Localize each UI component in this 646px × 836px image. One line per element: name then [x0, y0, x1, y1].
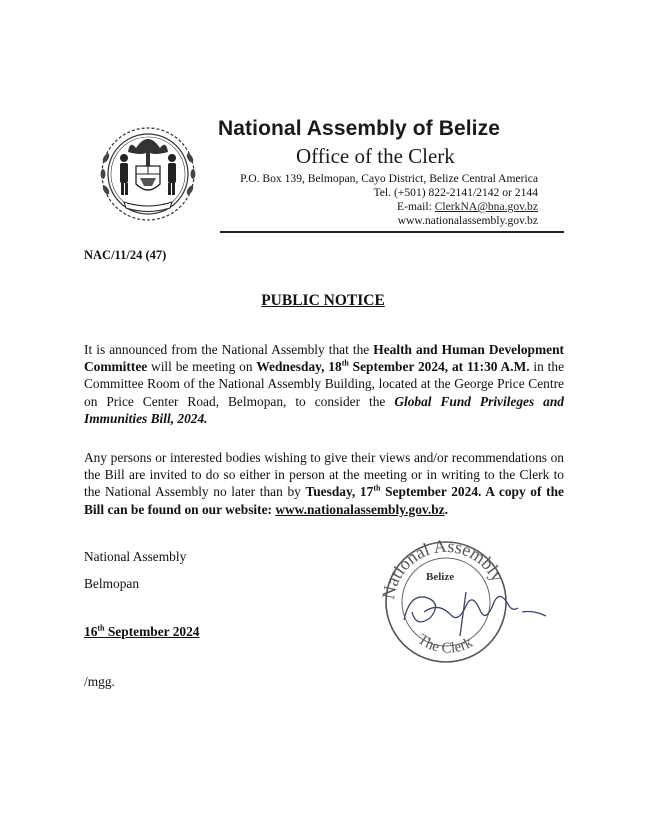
stamp-top-text: National Assembly	[378, 535, 508, 601]
sign-date: 16th September 2024	[84, 623, 200, 639]
email-link[interactable]: ClerkNA@bna.gov.bz	[434, 200, 538, 213]
postal-address: P.O. Box 139, Belmopan, Cayo District, Belize Central America	[240, 172, 538, 185]
email-label: E-mail:	[397, 200, 435, 213]
notice-paragraph-1: It is announced from the National Assembly that the Health and Human Development Committee will be meeting on Wednesday, 18th September 2024, at 11:30 A.M. in the Committee Room of the National Assembly Building, located at the George Price Centre on Price Center Road, Belmopan, to consider the Global Fund Privileges and Immunities Bill, 2024.	[84, 342, 565, 426]
reference-number: NAC/11/24 (47)	[84, 248, 167, 262]
official-stamp-icon	[376, 532, 556, 672]
submission-deadline: Tuesday, 17th September 2024. A copy of the Bill can be found on our website: www.nationalassembly.gov.bz.	[84, 483, 564, 517]
email-line	[397, 200, 538, 215]
bill-name: Global Fund Privileges and Immunities Bill, 2024.	[84, 393, 564, 426]
org-name: National Assembly of Belize	[218, 117, 500, 140]
office-name: Office of the Clerk	[296, 144, 455, 168]
website-link[interactable]: www.nationalassembly.gov.bz	[397, 214, 538, 227]
notice-title: PUBLIC NOTICE	[261, 292, 385, 309]
typist-initials: /mgg.	[84, 674, 115, 689]
stamp-bottom-text: The Clerk	[414, 631, 476, 657]
meeting-date: Wednesday, 18th September 2024, at 11:30 A.M.	[256, 358, 530, 375]
letterhead-divider	[220, 231, 564, 233]
signature-icon	[404, 592, 546, 636]
website-link-body[interactable]: www.nationalassembly.gov.bz	[275, 501, 445, 517]
telephone: Tel. (+501) 822-2141/2142 or 2144	[373, 186, 538, 199]
signatory-line-2: Belmopan	[84, 576, 140, 591]
meeting-time: at 11:30 A.M.	[451, 359, 530, 375]
notice-paragraph-2: Any persons or interested bodies wishing to give their views and/or recommendations on the Bill are invited to do so either in person at the meeting or in writing to the Clerk to the National Assembly no later than by Tuesday, 17th September 2024. A copy of the Bill can be found on our website: www.nationalassembly.gov.bz.	[84, 450, 564, 517]
signatory-line-1: National Assembly	[84, 549, 187, 564]
coat-of-arms-icon	[84, 118, 212, 226]
stamp-middle-text: Belize	[426, 571, 455, 583]
committee-name: Health and Human Development Committee	[84, 342, 564, 375]
